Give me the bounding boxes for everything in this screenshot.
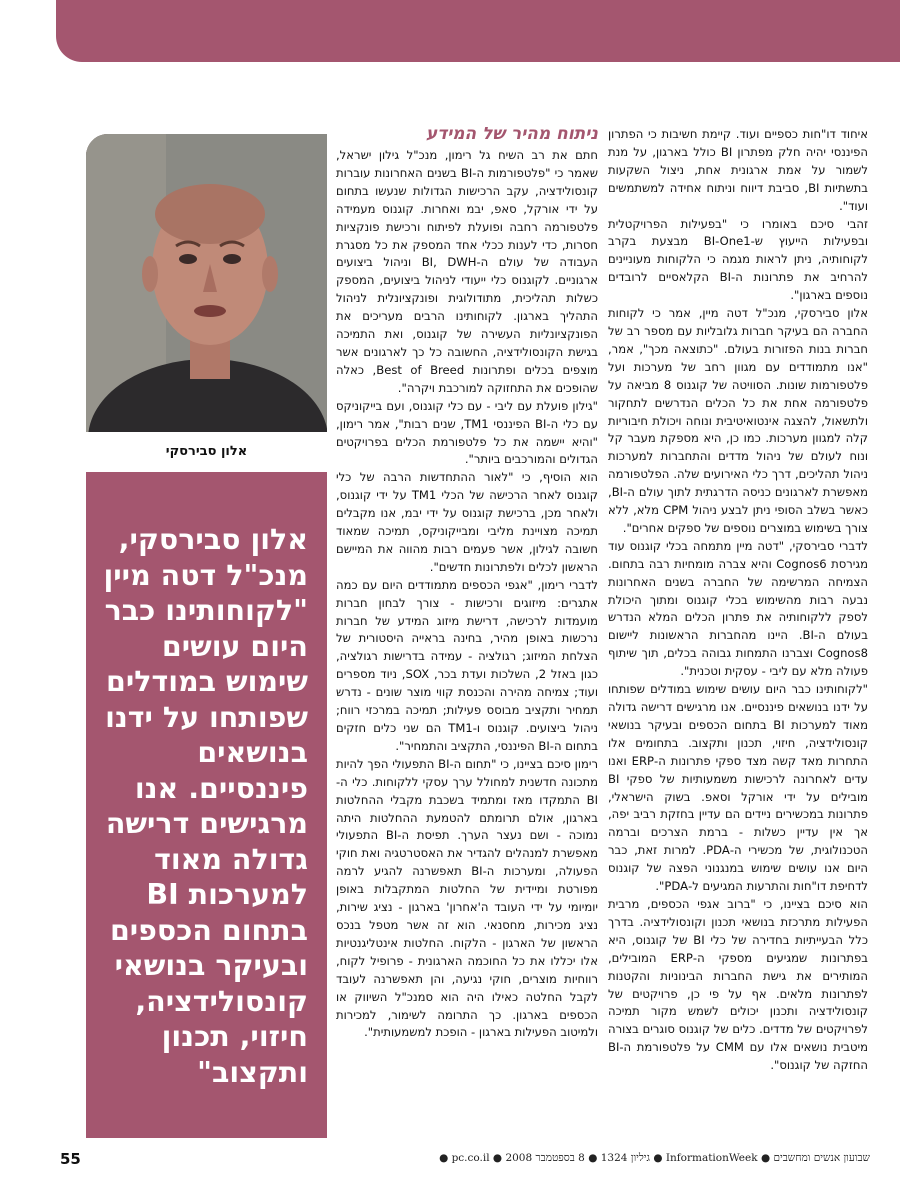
paragraph: לדברי סבירסקי, "דטה מיין מתמחה בכלי קוגנוס עוד מגירסת Cognos6 והיא צברה מומחיות רבה בתחום. הצמיחה המרשימה של החברה בשנים האחרונות נבעה רבות מהשימוש בכלי קוגנוס ומתוך היכולת לספק ללקוחותיה את פתרון הכלים המלא הנדרש בעולם ה-BI. היינו מהחברות הראשונות ליישום Cognos8 וצברנו התמחות גבוהה בכלים, תוך שיתוף פעולה מלא עם ליבי - עסקית וטכנית".	[608, 538, 869, 679]
paragraph: זהבי סיכם באומרו כי "בפעילות הפרויקטלית ובפעילות הייעוץ ש-BI-One1 מבצעת בקרב לקוחותיה, ניתן לראות מגמה כי הלקוחות מעוניינים להרחיב את פתרונות ה-BI הקלאסיים לרובדים נוספים בארגון".	[608, 216, 868, 303]
paragraph: רימון סיכם בציינו, כי "תחום ה-BI התפעולי הפך להיות מתכונה חדשנית למחולל ערך עסקי ללקוחות. כלי ה-BI התמקדו מאז ומתמיד בשכבת מקבלי ההחלטות בארגון, אולם תרומתם להטמעת ההחלטות היתה נמוכה - ושם נעצר הערך. תפיסת ה-BI התפעולי מאפשרת למנהלים להגדיר את האסטרטגיה ואת חוקי הפעולה, ומערכות ה-BI תאפשרנה להגיע לרמה מפורטת ומיידית של החלטות המתקבלות באופן יומיומי על ידי העובד ה'אחרון' בארגון - נציג שירות, נציג מכירות, מחסנאי. הוא זה אשר מטפל בנכס הראשון של הארגון - הלקוח. החלטות אינטליגנטיות אלו יכללו את כל החוכמה הארגונית - פרופיל לקוח, רווחיות מוצרים, חוקי נגיעה, והן תאפשרנה לעובד לקבל החלטה כאילו היה הוא סמנכ"ל השיווק או הכספים בארגון. כך התרומה לשימור, למכירות ולמיטוב הפעילות בארגון - הופכת למשמעותית".	[336, 756, 599, 1040]
paragraph: לדברי רימון, "אגפי הכספים מתמודדים היום עם כמה אתגרים: מיזוגים ורכישות - צורך לבחון חברות מועמדות לרכישה, דרישת מיזוג המידע של חברות נרכשות באופן מהיר, בחינה בראייה היסטורית של הצלחת המיזוג; רגולציה - עמידה בדרישות רגולציה, כגון באזל 2, השלכות ועדת בכר, SOX, ניוד מספרים ועוד; צמיחה מהירה והכנסת קווי מוצר שונים - נדרש תמחיר ותקציב מבוסס פעילות; תמיכה במרכזי רווח; ניהול ביצועים. קוגנוס ו-TM1 הם שני כלים חזקים בתחום ה-BI הפיננסי, התקציב והתמחיר".	[336, 577, 598, 753]
portrait-illustration	[86, 134, 327, 432]
pull-quote: אלון סבירסקי, מנכ"ל דטה מיין "לקוחותינו כבר היום עושים שימוש במודלים שפותחו על ידנו בנושאים פיננסיים. אנו מרגישים דרישה גדולה מאוד למערכות BI בתחום הכספים ובעיקר בנושאי קונסולידציה, חיזוי, תכנון ותקצוב"	[103, 523, 308, 1089]
page-footer	[60, 1150, 870, 1170]
footer-publication-info: שבועון אנשים ומחשבים ● InformationWeek ● גיליון 1324 ● 8 בספטמבר 2008 ● pc.co.il ●	[439, 1152, 870, 1164]
paragraph: אלון סבירסקי, מנכ"ל דטה מיין, אמר כי לקוחות החברה הם בעיקר חברות גלובליות עם מספר רב של חברות בנות הפזורות בעולם. "כתוצאה מכך", אמר, "אנו מתמודדים עם מגוון רחב של מערכות ועל פלטפורמות שונות. הסוויטה של קוגנוס 8 מביאה על פלטפורמה אחת את כל הכלים הנדרשים לתחקור ולתשאול, להצגה אינטואיטיבית ונוחה ויכולת חיבוריות קלה למגוון מערכות. כמו כן, היא מספקת מעבר קל ונוח לעולם של ניהול מדדים והתחברות למערכות ניהול תהליכים, דרך כלי האירועים שלה. הפלטפורמה מאפשרת לארגונים כניסה הדרגתית לתוך עולם ה-BI, כאשר בשלב הסופי ניתן לבצע ניהול CPM מלא, ללא צורך בשימוש במוצרים נוספים של ספקים אחרים".	[608, 306, 868, 535]
page-number: 55	[60, 1150, 81, 1168]
article-column-right	[608, 126, 868, 1075]
top-color-band	[56, 0, 900, 62]
paragraph: "לקוחותינו כבר היום עושים שימוש במודלים שפותחו על ידנו בנושאים פיננסיים. אנו מרגישים דרישה גדולה מאוד למערכות BI בתחום הכספים ובעיקר בנושאי קונסולידציה, חיזוי, תכנון ותקצוב. בתחומים אלו התחרות מאד קשה מצד ספקי פתרונות ה-ERP ואנו עדים לאחרונה לרכישות משמעותיות של ספקי BI מובילים על ידי אורקל וסאפ. בשוק הישראלי, פתרונות במכשירים ניידים הם עדיין בחזקת רביב יפה, אך אין עדיין כשלות - ברמת הצרכים וברמה הטכנולוגית, של מכשירי ה-PDA. למרות זאת, כבר היום אנו עושים שימוש במנגנוני הפצה של קוגנוס לדחיפת דו"חות והתרעות המגיעים ל-PDA".	[608, 682, 868, 894]
paragraph: הוא הוסיף, כי "לאור ההתחדשות הרבה של כלי קוגנוס לאחר הרכישה של הכלי TM1 על ידי קוגנוס, ולאחר מכן, ברכישת קוגנוס על ידי יבמ, אנו מקבלים תמיכה מצויינת מליבי ומבייקוניקס, תמיכה שמאוד חשובה לגילון, אשר פעמים רבות מהווה את המיישם הראשון לכלים ולפתרונות חדשים".	[336, 470, 598, 574]
sidebar-panel	[86, 134, 327, 1138]
paragraph: חתם את רב השיח גל רימון, מנכ"ל גילון ישראל, שאמר כי "פלטפורמות ה-BI בשנים האחרונות עוברות קונסולידציה, עקב הרכישות הגדולות שנעשו בתחום על ידי אורקל, סאפ, יבמ ואחרות. קוגנוס מעמידה פלטפורמה רחבה ופועלת לפיתוח ורכישת פונקציות חסרות, כדי לענות ככלי אחד המספק את כל מסגרת העבודה של עולם ה-BI, DWH וניהול ביצועים ארגוניים. לקוגנוס כלי ייעודי לניהול ביצועים, המספק כשלות תהליכית, מתודולוגית ופונקציונלית לניהול התהליך בארגון. לקוחותינו הרבים מעריכים את הפונקציונליות העשירה של קוגנוס, ואת התמיכה בגישת הקונסולידציה, החשובה כל כך לארגונים אשר מוצפים בכלים ופתרונות Best of Breed, כאלה שהופכים את התחזוקה למורכבת ויקרה".	[336, 148, 598, 395]
photo-caption: אלון סבירסקי	[86, 432, 327, 472]
article-column-middle	[336, 147, 598, 1042]
paragraph: הוא סיכם בציינו, כי "ברוב אגפי הכספים, מרבית הפעילות מתרכזת בנושאי תכנון וקונסולידציה. בדרך כלל הבעייתיות בחדירה של כלי BI של קוגנוס, היא בפתרונות שמגיעים מספקי ה-ERP המובילים, המותירים את גישת החברות הבינוניות והקטנות לפתרונות מלאים. אף על פי כן, פרויקטים של קונסולידציה ותכנון יכולים לשמש מקור תמיכה לפרויקטים של מדדים. כלים של קוגנוס סוגרים בצורה מיטבית נושאים אלו עם CMM על פלטפורמת ה-BI החזקה של קוגנוס".	[608, 896, 868, 1073]
portrait-photo	[86, 134, 327, 432]
section-title: ניתוח מהיר של המידע	[425, 124, 598, 144]
paragraph: "גילון פועלת עם ליבי - עם כלי קוגנוס, ועם בייקוניקס עם כלי ה-BI הפיננסי TM1, שנים רבות", אמר רימון, "והיא יישמה את כל פלטפורמת הכלים בפרויקטים הגדולים והמורכבים ביותר".	[336, 398, 598, 467]
paragraph: איחוד דו"חות כספיים ועוד. קיימת חשיבות כי הפתרון הפיננסי יהיה חלק מפתרון BI כולל בארגון, על מנת לשמור על אמת ארגונית אחת, ניצול השקעות בתשתיות BI, סביבת דיווח וניתוח אחידה למשתמשים ועוד".	[608, 127, 868, 213]
